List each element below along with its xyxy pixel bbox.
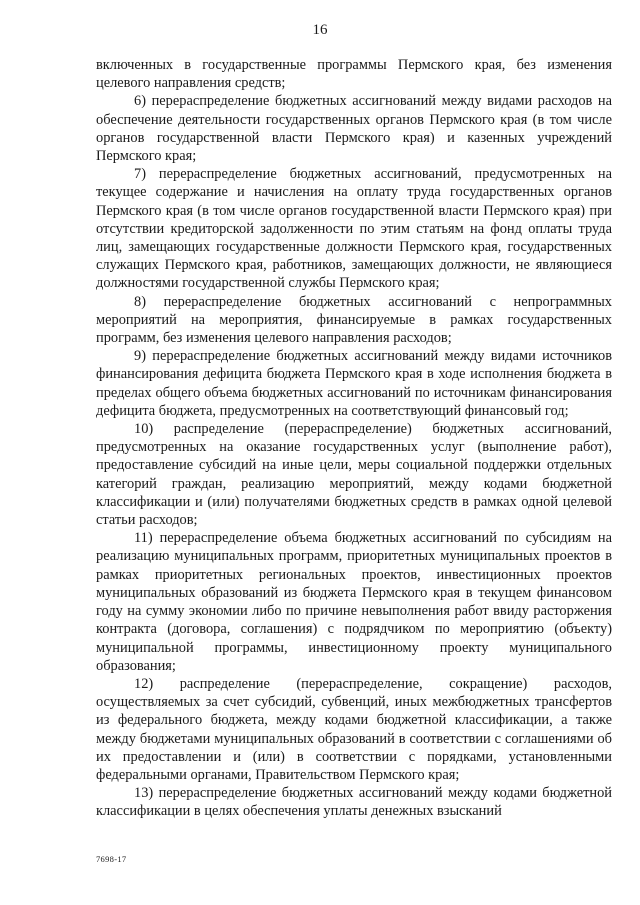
document-code: 7698-17 [96, 854, 127, 864]
paragraph-item-11: 11) перераспределение объема бюджетных ассигнований по субсидиям на реализацию муниципальных программ, приоритетных муниципальных проектов в рамках приоритетных региональных проектов, инвестиционных проектов муниципальных образований из бюджета Пермского края в текущем финансовом году на сумму экономии либо по причине невыполнения работ ввиду расторжения контракта (договора, соглашения) с подрядчиком по мероприятию (объекту) муниципальной программы, инвестиционному проекту муниципального образования; [96, 530, 612, 674]
paragraph-item-9: 9) перераспределение бюджетных ассигнований между видами источников финансирования дефицита бюджета Пермского края в ходе исполнения бюджета в пределах общего объема бюджетных ассигнований по источникам финансирования дефицита бюджета, предусмотренных на соответствующий финансовый год; [96, 348, 612, 419]
paragraph-item-7: 7) перераспределение бюджетных ассигнований, предусмотренных на текущее содержание и начисления на оплату труда государственных органов Пермского края (в том числе органов государственной власти Пермского края) при отсутствии кредиторской задолженности по этим статьям на фонд оплаты труда лиц, замещающих государственные должности Пермского края, государственных служащих Пермского края, работников, замещающих должности, не являющиеся должностями государственной службы Пермского края; [96, 166, 612, 292]
paragraph-continuation: включенных в государственные программы Пермского края, без изменения целевого направления средств; [96, 57, 612, 92]
paragraph-item-10: 10) распределение (перераспределение) бюджетных ассигнований, предусмотренных на оказание государственных услуг (выполнение работ), предоставление субсидий на иные цели, меры социальной поддержки отдельных категорий граждан, реализацию мероприятий, между кодами бюджетной классификации и (или) получателями бюджетных средств в рамках одной целевой статьи расходов; [96, 421, 612, 529]
document-body [96, 56, 612, 821]
page-number: 16 [312, 22, 328, 38]
paragraph-item-13: 13) перераспределение бюджетных ассигнований между кодами бюджетной классификации в целях обеспечения уплаты денежных взысканий [96, 785, 612, 820]
paragraph-item-12: 12) распределение (перераспределение, сокращение) расходов, осуществляемых за счет субсидий, субвенций, иных межбюджетных трансфертов из федерального бюджета, между кодами бюджетной классификации, а также между бюджетами муниципальных образований в соответствии с соглашениями об их предоставлении и (или) в соответствии с порядками, установленными федеральными органами, Правительством Пермского края; [96, 675, 612, 783]
paragraph-item-8: 8) перераспределение бюджетных ассигнований с непрограммных мероприятий на мероприятия, финансируемые в рамках государственных программ, без изменения целевого направления расходов; [96, 293, 612, 347]
paragraph-item-6: 6) перераспределение бюджетных ассигнований между видами расходов на обеспечение деятельности государственных органов Пермского края (в том числе органов государственной власти Пермского края) и казенных учреждений Пермского края; [96, 93, 612, 165]
